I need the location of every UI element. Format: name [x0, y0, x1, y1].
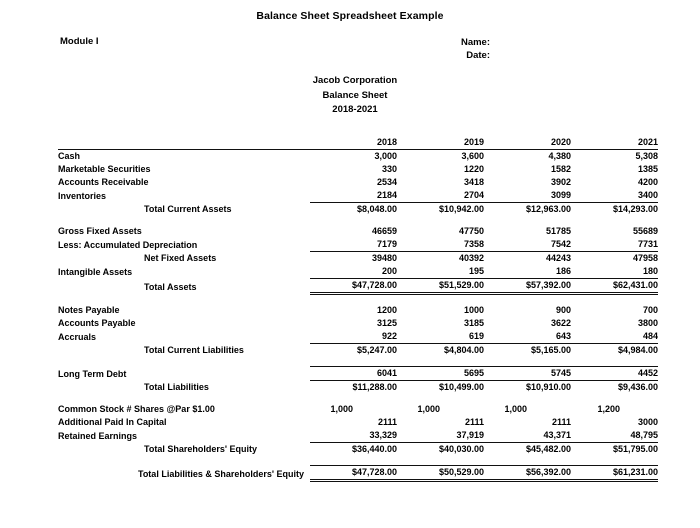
row-spacer: [58, 294, 658, 305]
row-value: 40392: [397, 252, 484, 266]
name-date-block: [330, 36, 490, 62]
date-label: Date:: [466, 50, 490, 61]
row-value: $45,482.00: [484, 443, 571, 457]
module-label: Module I: [60, 36, 99, 47]
table-row: [58, 225, 658, 238]
row-value: 1220: [463, 164, 484, 174]
row-value: $61,231.00: [571, 466, 658, 481]
row-value: $62,431.00: [571, 279, 658, 294]
row-value: 2111: [551, 417, 571, 427]
table-row: [58, 176, 658, 189]
row-value: 4452: [571, 367, 658, 381]
row-value: 1582: [550, 164, 571, 174]
row-value: 330: [381, 164, 397, 174]
row-spacer: [58, 394, 658, 403]
company-heading: [190, 74, 520, 118]
row-value: 1,000: [330, 404, 353, 414]
table-row-subtotal: [58, 252, 658, 266]
row-value: $5,165.00: [484, 344, 571, 358]
row-label: Total Liabilities & Shareholders' Equity: [137, 468, 304, 479]
table-row: [58, 163, 658, 176]
row-value: 37,919: [456, 430, 484, 440]
row-value: 2111: [377, 417, 397, 427]
row-value: 2534: [376, 177, 397, 187]
column-header-2020: 2020: [484, 136, 571, 150]
row-value: 3125: [376, 318, 397, 328]
row-value: 186: [555, 266, 571, 276]
row-value: 7731: [637, 239, 658, 249]
row-label: Total Assets: [144, 281, 197, 292]
row-value: 643: [555, 331, 571, 341]
row-value: 44243: [484, 252, 571, 266]
header-blank: [58, 136, 310, 150]
row-value: 700: [642, 305, 658, 315]
row-value: 3185: [463, 318, 484, 328]
row-label: Net Fixed Assets: [144, 253, 217, 263]
row-value: 900: [555, 305, 571, 315]
row-value: $8,048.00: [310, 203, 397, 217]
row-value: 48,795: [630, 430, 658, 440]
row-value: $51,529.00: [397, 279, 484, 294]
row-value: $9,436.00: [571, 381, 658, 395]
name-label: Name:: [460, 37, 490, 48]
table-row: [58, 403, 658, 416]
table-row: [58, 189, 658, 203]
row-value: 2184: [376, 190, 397, 200]
row-value: 4,380: [548, 151, 571, 161]
row-value: 180: [642, 266, 658, 276]
row-value: 47750: [458, 226, 484, 236]
row-label: Total Liabilities: [144, 382, 209, 392]
row-value: $4,984.00: [571, 344, 658, 358]
table-row: [58, 304, 658, 317]
row-value: $10,942.00: [397, 203, 484, 217]
row-value: $50,529.00: [397, 466, 484, 481]
row-value: 7358: [463, 239, 484, 249]
row-value: $14,293.00: [571, 203, 658, 217]
row-label: Additional Paid In Capital: [58, 417, 167, 427]
row-value: $4,804.00: [397, 344, 484, 358]
table-row: [58, 265, 658, 279]
row-value: 43,371: [543, 430, 571, 440]
table-row: [58, 416, 658, 429]
row-label: Gross Fixed Assets: [58, 226, 142, 236]
row-value: 3902: [550, 177, 571, 187]
row-value: 3099: [550, 190, 571, 200]
row-label: Less: Accumulated Depreciation: [58, 239, 198, 250]
row-value: 6041: [310, 367, 397, 381]
page-title: Balance Sheet Spreadsheet Example: [256, 10, 444, 22]
row-value: $47,728.00: [310, 279, 397, 294]
row-value: 484: [642, 331, 658, 341]
row-label: Retained Earnings: [58, 430, 138, 441]
row-value: 1385: [637, 164, 658, 174]
row-value: $10,910.00: [484, 381, 571, 395]
column-header-2018: 2018: [310, 136, 397, 150]
table-row-subtotal: [58, 381, 658, 395]
table-row: [58, 238, 658, 252]
table-row-grand-total: [58, 466, 658, 481]
row-value: 5,308: [635, 151, 658, 161]
row-value: $51,795.00: [571, 443, 658, 457]
row-value: 5745: [484, 367, 571, 381]
table-row: [58, 367, 658, 381]
table-header-row: [58, 136, 658, 150]
row-label: Accruals: [58, 331, 97, 342]
row-value: 3000: [637, 417, 658, 427]
row-value: $5,247.00: [310, 344, 397, 358]
row-value: 39480: [310, 252, 397, 266]
row-value: 46659: [371, 226, 397, 236]
row-value: 2704: [463, 190, 484, 200]
table-row: [58, 429, 658, 443]
column-header-2019: 2019: [397, 136, 484, 150]
row-value: $40,030.00: [397, 443, 484, 457]
row-label: Marketable Securities: [58, 164, 151, 174]
row-label: Total Shareholders' Equity: [144, 444, 257, 454]
row-label: Inventories: [58, 190, 107, 201]
row-value: 3418: [463, 177, 484, 187]
row-label: Cash: [58, 151, 81, 161]
row-value: 3,000: [374, 151, 397, 161]
row-value: 1,000: [417, 404, 440, 414]
row-value: $12,963.00: [484, 203, 571, 217]
row-label: Total Current Assets: [144, 204, 232, 214]
company-name: Jacob Corporation: [312, 75, 398, 86]
row-spacer: [58, 357, 658, 367]
row-value: 1,000: [504, 404, 527, 414]
row-value: 33,329: [369, 430, 397, 440]
row-value: 7542: [550, 239, 571, 249]
row-value: 1,200: [597, 404, 620, 414]
row-value: 7179: [376, 239, 397, 249]
row-value: $57,392.00: [484, 279, 571, 294]
table-row-subtotal: [58, 344, 658, 358]
row-value: 922: [381, 331, 397, 341]
row-value: 1200: [376, 305, 397, 315]
balance-sheet-table: [58, 136, 658, 482]
table-row-total: [58, 279, 658, 294]
row-label: Accounts Payable: [58, 318, 136, 328]
row-label: Total Current Liabilities: [144, 345, 244, 355]
row-label: Long Term Debt: [58, 368, 127, 379]
row-value: 3400: [637, 190, 658, 200]
table-row: [58, 150, 658, 164]
row-label: Notes Payable: [58, 305, 120, 315]
row-value: 51785: [545, 226, 571, 236]
row-value: 200: [381, 266, 397, 276]
row-value: $36,440.00: [310, 443, 397, 457]
row-label: Accounts Receivable: [58, 177, 149, 187]
statement-period: 2018-2021: [332, 104, 378, 115]
row-value: 55689: [632, 226, 658, 236]
row-value: 1000: [463, 305, 484, 315]
table-row: [58, 317, 658, 330]
table-row-subtotal: [58, 203, 658, 217]
table-row-subtotal: [58, 443, 658, 457]
row-value: $56,392.00: [484, 466, 571, 481]
row-value: 2111: [464, 417, 484, 427]
row-value: 5695: [397, 367, 484, 381]
row-label: Intangible Assets: [58, 266, 133, 277]
row-label: Common Stock # Shares @Par $1.00: [58, 404, 215, 414]
row-spacer: [58, 216, 658, 225]
row-value: $47,728.00: [310, 466, 397, 481]
row-value: $10,499.00: [397, 381, 484, 395]
row-value: 3,600: [461, 151, 484, 161]
row-value: $11,288.00: [310, 381, 397, 395]
row-value: 195: [468, 266, 484, 276]
statement-name: Balance Sheet: [322, 89, 388, 101]
row-spacer: [58, 456, 658, 466]
row-value: 3622: [550, 318, 571, 328]
column-header-2021: 2021: [571, 136, 658, 150]
row-value: 619: [468, 331, 484, 341]
table-row: [58, 330, 658, 344]
row-value: 3800: [637, 318, 658, 328]
row-value: 47958: [571, 252, 658, 266]
row-value: 4200: [637, 177, 658, 187]
